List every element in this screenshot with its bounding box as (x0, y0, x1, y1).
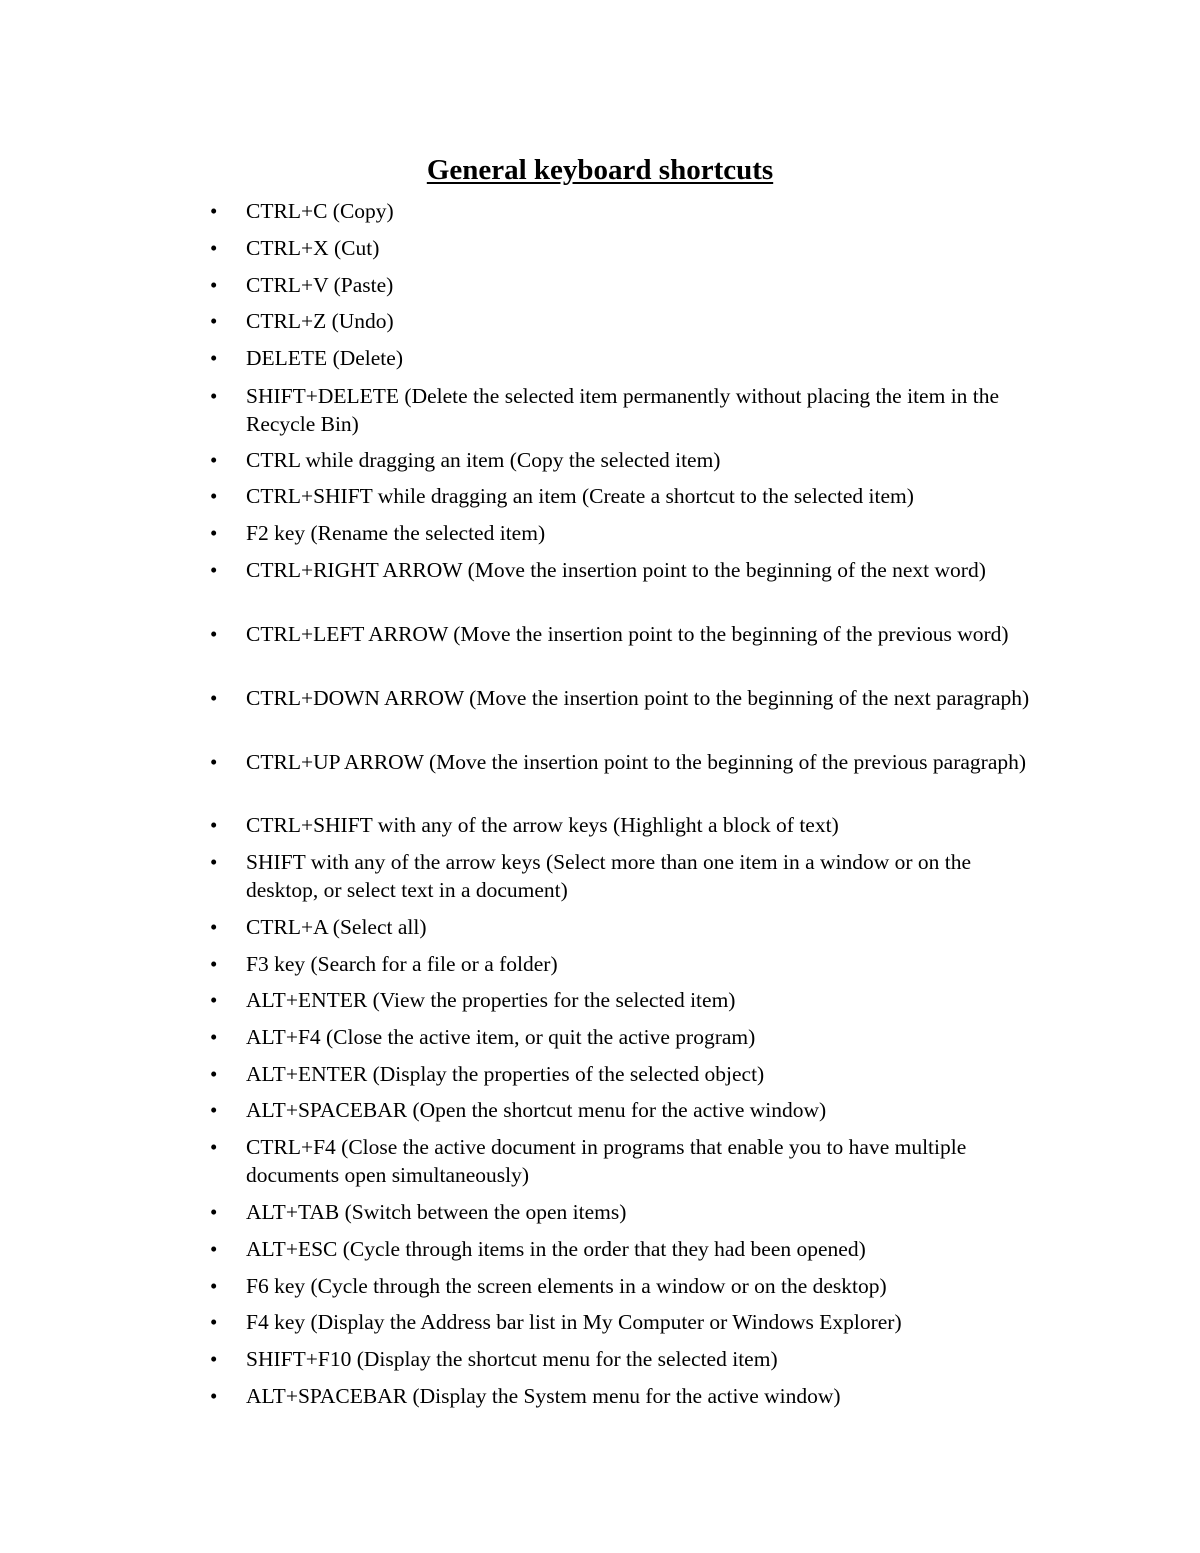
list-item-text: CTRL+LEFT ARROW (Move the insertion point to the beginning of the previous word) (246, 622, 1009, 646)
bullet-icon: • (210, 750, 218, 774)
list-item (210, 198, 1036, 226)
list-item-text: CTRL+A (Select all) (246, 915, 427, 939)
list-item-text: ALT+ENTER (Display the properties of the selected object) (246, 1062, 765, 1086)
bullet-icon: • (210, 273, 218, 297)
bullet-icon: • (210, 988, 218, 1012)
list-item-text: CTRL+DOWN ARROW (Move the insertion point to the beginning of the next paragraph) (246, 686, 1030, 710)
list-item (210, 749, 1036, 777)
bullet-icon: • (210, 813, 218, 837)
list-item (210, 235, 1036, 263)
list-item (210, 483, 1036, 511)
bullet-icon: • (210, 1135, 218, 1159)
bullet-icon: • (210, 622, 218, 646)
list-item (210, 1273, 1036, 1301)
list-item (210, 1236, 1036, 1264)
list-item (210, 308, 1036, 336)
list-item (210, 447, 1036, 475)
list-item (210, 1024, 1036, 1052)
bullet-icon: • (210, 1384, 218, 1408)
bullet-icon: • (210, 384, 218, 408)
list-item (210, 383, 1036, 438)
list-item-text: CTRL while dragging an item (Copy the selected item) (246, 448, 721, 472)
list-item (210, 914, 1036, 942)
list-item-text: CTRL+UP ARROW (Move the insertion point to the beginning of the previous paragraph) (246, 750, 1027, 774)
bullet-icon: • (210, 558, 218, 582)
list-item-text: ALT+SPACEBAR (Open the shortcut menu for the active window) (246, 1098, 827, 1122)
list-item (210, 951, 1036, 979)
list-item (210, 1309, 1036, 1337)
bullet-icon: • (210, 309, 218, 333)
list-item (210, 345, 1036, 373)
page-title: General keyboard shortcuts (426, 154, 774, 186)
list-item-text: CTRL+F4 (Close the active document in programs that enable you to have multiple documents open simultaneously) (246, 1135, 967, 1187)
list-item-text: CTRL+Z (Undo) (246, 309, 394, 333)
bullet-icon: • (210, 1025, 218, 1049)
list-item (210, 1199, 1036, 1227)
bullet-icon: • (210, 1062, 218, 1086)
list-item (210, 272, 1036, 300)
bullet-icon: • (210, 448, 218, 472)
list-item-text: SHIFT with any of the arrow keys (Select more than one item in a window or on the desktop, or select text in a document) (246, 850, 972, 902)
list-item-text: CTRL+V (Paste) (246, 273, 394, 297)
list-item-text: F4 key (Display the Address bar list in My Computer or Windows Explorer) (246, 1310, 902, 1334)
list-item-text: ALT+F4 (Close the active item, or quit the active program) (246, 1025, 756, 1049)
list-item (210, 1134, 1036, 1189)
bullet-icon: • (210, 346, 218, 370)
list-item (210, 849, 1036, 904)
bullet-icon: • (210, 1237, 218, 1261)
list-item-text: CTRL+SHIFT with any of the arrow keys (Highlight a block of text) (246, 813, 839, 837)
list-item-text: CTRL+X (Cut) (246, 236, 380, 260)
list-item (210, 812, 1036, 840)
bullet-icon: • (210, 850, 218, 874)
list-item-text: CTRL+SHIFT while dragging an item (Create a shortcut to the selected item) (246, 484, 914, 508)
list-item (210, 1097, 1036, 1125)
bullet-icon: • (210, 1274, 218, 1298)
list-item (210, 1346, 1036, 1374)
bullet-icon: • (210, 236, 218, 260)
list-item (210, 520, 1036, 548)
list-item-text: F3 key (Search for a file or a folder) (246, 952, 558, 976)
list-item (210, 557, 1036, 585)
list-item-text: ALT+SPACEBAR (Display the System menu for the active window) (246, 1384, 841, 1408)
bullet-icon: • (210, 1347, 218, 1371)
list-item-text: CTRL+RIGHT ARROW (Move the insertion point to the beginning of the next word) (246, 558, 986, 582)
list-item-text: ALT+TAB (Switch between the open items) (246, 1200, 627, 1224)
list-item-text: DELETE (Delete) (246, 346, 403, 370)
list-item-text: F2 key (Rename the selected item) (246, 521, 546, 545)
list-item-text: F6 key (Cycle through the screen elements in a window or on the desktop) (246, 1274, 887, 1298)
bullet-icon: • (210, 199, 218, 223)
list-item (210, 1061, 1036, 1089)
bullet-icon: • (210, 484, 218, 508)
bullet-icon: • (210, 1200, 218, 1224)
list-item (210, 1383, 1036, 1411)
bullet-icon: • (210, 521, 218, 545)
list-item-text: SHIFT+F10 (Display the shortcut menu for the selected item) (246, 1347, 778, 1371)
list-item-text: SHIFT+DELETE (Delete the selected item permanently without placing the item in the Recycle Bin) (246, 384, 1000, 436)
bullet-icon: • (210, 952, 218, 976)
bullet-icon: • (210, 1310, 218, 1334)
list-item (210, 621, 1036, 649)
bullet-icon: • (210, 1098, 218, 1122)
bullet-icon: • (210, 915, 218, 939)
list-item-text: ALT+ENTER (View the properties for the selected item) (246, 988, 736, 1012)
list-item-text: CTRL+C (Copy) (246, 199, 394, 223)
list-item (210, 685, 1036, 713)
bullet-icon: • (210, 686, 218, 710)
list-item (210, 987, 1036, 1015)
list-item-text: ALT+ESC (Cycle through items in the order that they had been opened) (246, 1237, 866, 1261)
